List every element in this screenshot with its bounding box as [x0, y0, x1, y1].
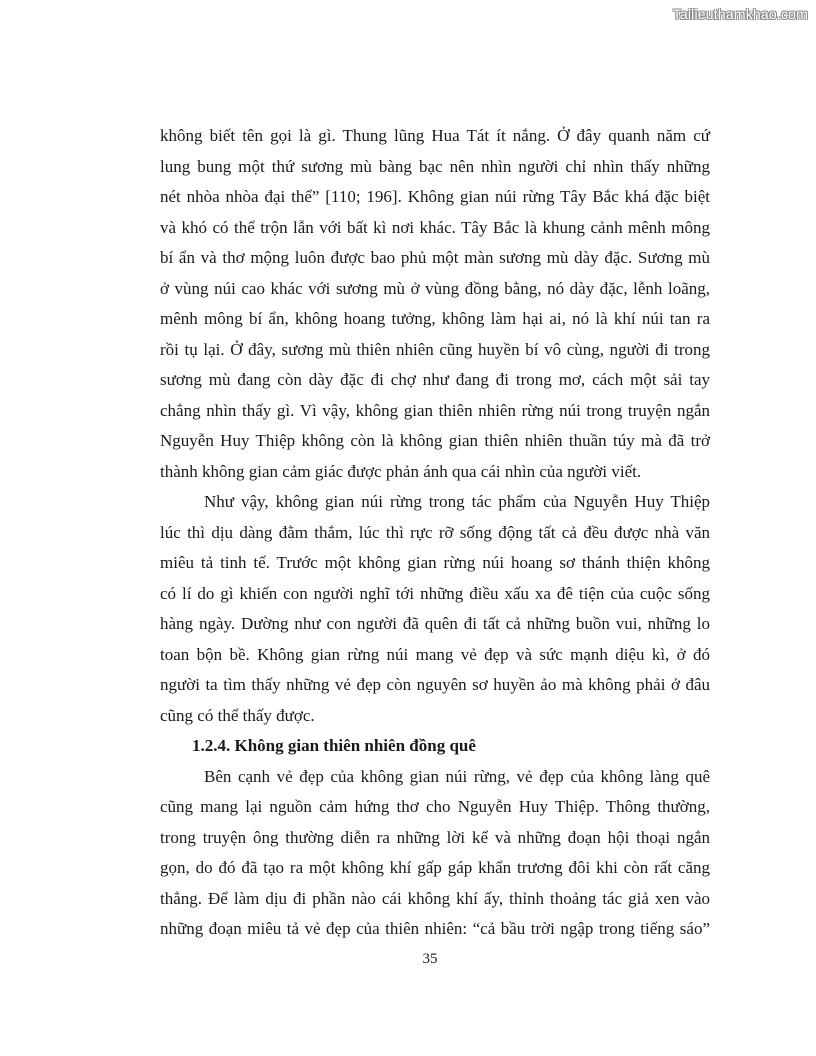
watermark-text: Tailieuthamkhao.com	[672, 6, 808, 22]
section-heading: 1.2.4. Không gian thiên nhiên đồng quê	[192, 736, 476, 755]
text-line: sương mù đang còn dày đặc đi chợ như đang đi trong mơ, cách một sải tay	[160, 370, 710, 389]
text-line: có lí do gì khiến con người nghĩ tới những điều xấu xa đê tiện của cuộc sống	[160, 583, 710, 603]
text-line: mênh mông bí ẩn, không hoang tưởng, không làm hại ai, nó là khí núi tan ra	[160, 309, 710, 328]
text-line: rồi tụ lại. Ở đây, sương mù thiên nhiên cũng huyền bí vô cùng, người đi trong	[160, 339, 710, 359]
text-line: thành không gian cảm giác được phản ánh qua cái nhìn của người viết.	[160, 461, 642, 481]
text-line: toan bộn bề. Không gian rừng núi mang vẻ đẹp và sức mạnh diệu kì, ở đó	[160, 644, 710, 664]
document-body	[160, 121, 710, 945]
text-line: cũng có thể thấy được.	[160, 705, 315, 725]
text-line: nét nhòa nhòa đại thể” [110; 196]. Không gian núi rừng Tây Bắc khá đặc biệt	[160, 187, 710, 206]
text-line: Bên cạnh vẻ đẹp của không gian núi rừng, vẻ đẹp của không làng quê	[204, 766, 710, 786]
text-line: bí ẩn và thơ mộng luôn được bao phủ một màn sương mù dày đặc. Sương mù	[160, 248, 710, 267]
text-line: hàng ngày. Dường như con người đã quên đi tất cả những buồn vui, những lo	[160, 614, 710, 633]
text-line: Như vậy, không gian núi rừng trong tác phẩm của Nguyễn Huy Thiệp	[204, 492, 710, 511]
text-line: lúc thì dịu dàng đằm thắm, lúc thì rực rỡ sống động tất cả đều được nhà văn	[160, 522, 710, 542]
text-line: lung bung một thứ sương mù bàng bạc nên nhìn người chỉ nhìn thấy những	[160, 156, 710, 176]
text-line: người ta tìm thấy những vẻ đẹp còn nguyên sơ huyền ảo mà không phải ở đâu	[160, 675, 710, 694]
text-line: không biết tên gọi là gì. Thung lũng Hua Tát ít nắng. Ở đây quanh năm cứ	[160, 126, 710, 145]
text-line: miêu tả tinh tế. Trước một không gian rừng núi hoang sơ thánh thiện không	[160, 553, 710, 572]
text-line: cũng mang lại nguồn cảm hứng thơ cho Nguyễn Huy Thiệp. Thông thường,	[160, 797, 710, 816]
text-line: và khó có thể trộn lẫn với bất kì nơi khác. Tây Bắc là khung cảnh mênh mông	[160, 217, 710, 237]
text-line: ở vùng núi cao khác với sương mù ở vùng đồng bằng, nó dày đặc, lễnh loãng,	[160, 278, 710, 298]
text-line: chẳng nhìn thấy gì. Vì vậy, không gian thiên nhiên rừng núi trong truyện ngắn	[160, 400, 710, 420]
text-line: gọn, do đó đã tạo ra một không khí gấp gáp khẩn trương đôi khi còn rất căng	[160, 858, 710, 877]
text-line: những đoạn miêu tả vẻ đẹp của thiên nhiên: “cả bầu trời ngập trong tiếng sáo”	[160, 919, 710, 938]
text-line: trong truyện ông thường diễn ra những lời kể và những đoạn hội thoại ngắn	[160, 827, 710, 847]
page-number: 35	[422, 951, 438, 967]
text-line: thẳng. Để làm dịu đi phần nào cái không khí ấy, thỉnh thoảng tác giả xen vào	[160, 888, 710, 908]
text-line: Nguyễn Huy Thiệp không còn là không gian thiên nhiên thuần túy mà đã trở	[160, 431, 710, 450]
